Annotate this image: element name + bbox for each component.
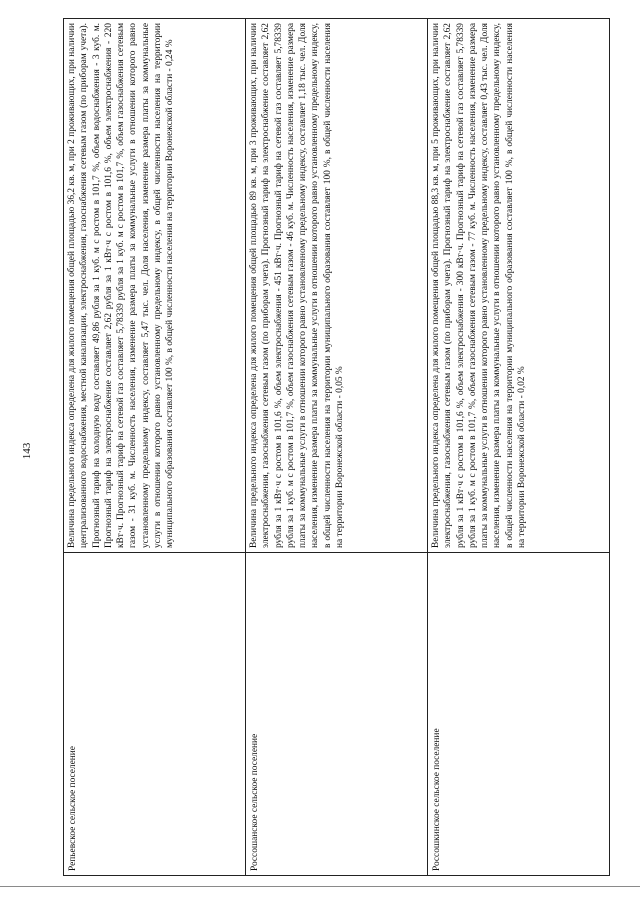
settlement-name-cell: Россошанское сельское поселение	[246, 553, 428, 876]
settlement-description-cell: Величина предельного индекса определена для жилого помещения общей площадью 89 кв. м, при 3 проживающих, при наличии электроснабжения, газоснабжения сетевым газом (по приборам учета). Прогнозный тариф на электроснабжение составляет 2,62 рубля за 1 кВт·ч с ростом в 101,6 %, объем электроснабжения - 451 кВт·ч. Прогнозный тариф на сетевой газ составляет 5,78339 рубля за 1 куб. м с ростом в 101,7 %, объем газоснабжения сетевым газом - 46 куб. м. Численность населения, изменение размера платы за коммунальные услуги в отношении которого равно установленному предельному индексу, составляет 1,18 тыс. чел. Доля населения, изменение размера платы за коммунальные услуги в отношении которого равно установленному предельному индексу, в общей численности населения на территории муниципального образования составляет 100 %, в общей численности населения на территории Воронежской области - 0,05 %	[246, 19, 428, 553]
settlements-table	[63, 18, 610, 876]
rotated-table-container	[63, 19, 609, 876]
table-row	[246, 19, 428, 876]
settlement-name-cell: Россошкинское сельское поселение	[428, 553, 610, 876]
table-row	[428, 19, 610, 876]
settlement-description-cell: Величина предельного индекса определена для жилого помещения общей площадью 88,3 кв. м, при 5 проживающих, при наличии электроснабжения, газоснабжения сетевым газом (по приборам учета). Прогнозный тариф на электроснабжение составляет 2,62 рубля за 1 кВт·ч с ростом в 101,6 %, объем электроснабжения - 300 кВт·ч. Прогнозный тариф на сетевой газ составляет 5,78339 рубля за 1 куб. м с ростом в 101,7 %, объем газоснабжения сетевым газом - 77 куб. м. Численность населения, изменение размера платы за коммунальные услуги в отношении которого равно установленному предельному индексу, составляет 0,43 тыс. чел. Доля населения, изменение размера платы за коммунальные услуги в отношении которого равно установленному предельному индексу, в общей численности населения на территории муниципального образования составляет 100 %, в общей численности населения на территории Воронежской области - 0,02 %	[428, 19, 610, 553]
page-number: 143	[21, 442, 33, 460]
settlement-name-cell: Репьевское сельское поселение	[64, 553, 246, 876]
settlement-description-cell: Величина предельного индекса определена для жилого помещения общей площадью 36,2 кв. м, при 2 проживающих, при наличии централизованного водоснабжения, местной канализации, электроснабжения, газоснабжения сетевым газом (по приборам учета). Прогнозный тариф на холодную воду составляет 49,86 рубля за 1 куб. м с ростом в 101,7 %, объем водоснабжения - 3 куб. м. Прогнозный тариф на электроснабжение составляет 2,62 рубля за 1 кВт·ч с ростом в 101,6 %, объем электроснабжения - 220 кВт·ч. Прогнозный тариф на сетевой газ составляет 5,78339 рубля за 1 куб. м с ростом в 101,7 %, объем газоснабжения сетевым газом - 31 куб. м. Численность населения, изменение размера платы за коммунальные услуги в отношении которого равно установленному предельному индексу, составляет 5,47 тыс. чел. Доля населения, изменение размера платы за коммунальные услуги в отношении которого равно установленному предельному индексу, в общей численности населения на территории муниципального образования составляет 100 %, в общей численности населения на территории Воронежской области - 0,24 %	[64, 19, 246, 553]
table-row	[64, 19, 246, 876]
footer-divider	[0, 886, 640, 887]
